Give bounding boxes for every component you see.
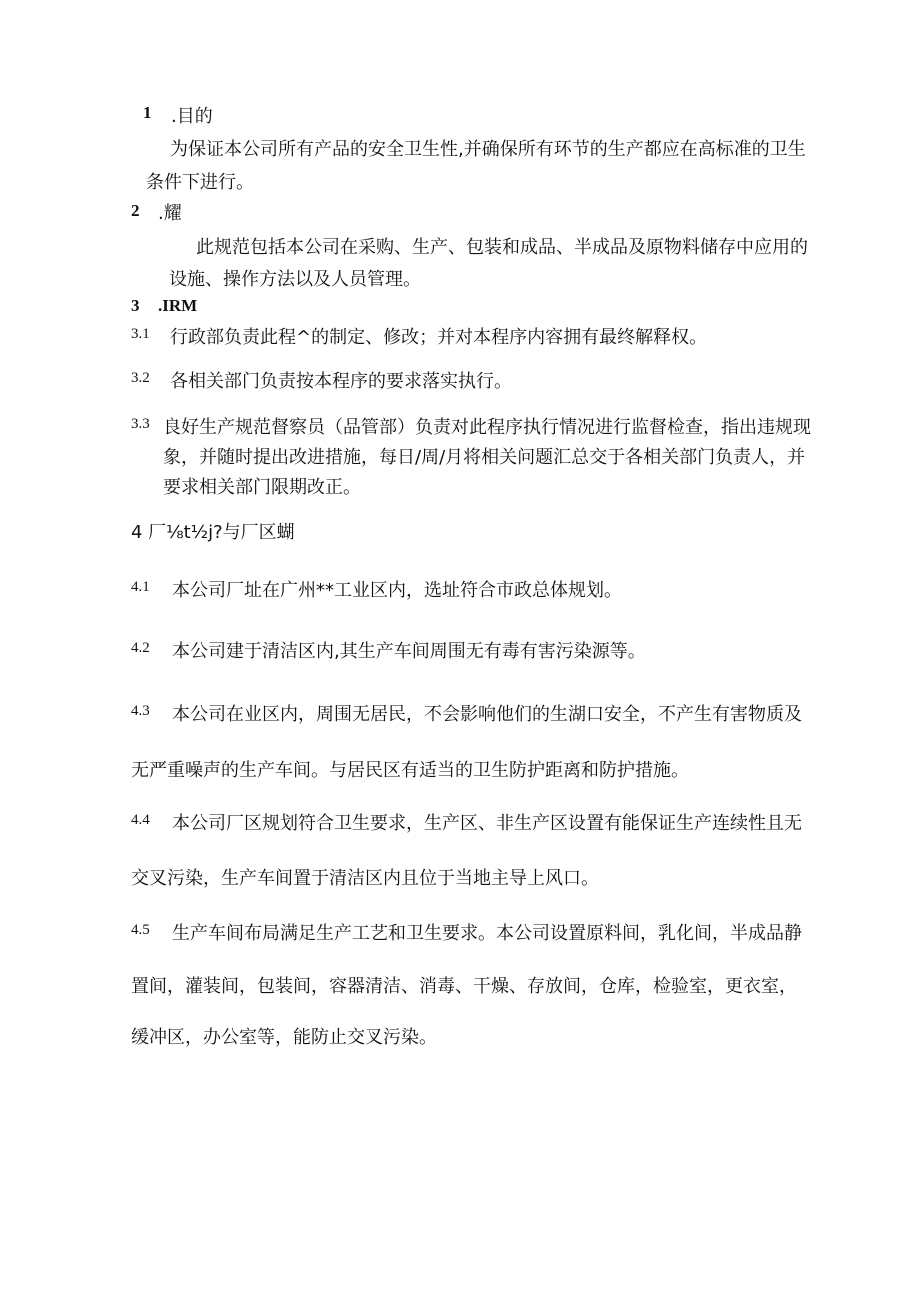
section-2-line-1: 此规范包括本公司在采购、生产、包装和成品、半成品及原物料储存中应用的 [196, 237, 808, 258]
section-1-number: 1 [143, 103, 152, 122]
item-3-3-number: 3.3 [131, 416, 150, 432]
item-3-3-line-3: 要求相关部门限期改正。 [163, 477, 361, 498]
section-2-line-2: 设施、操作方法以及人员管理。 [169, 269, 421, 290]
item-3-2-number: 3.2 [131, 370, 150, 386]
item-3-1-line-1: 行政部负责此程^的制定、修改；并对本程序内容拥有最终解释权。 [170, 327, 708, 348]
item-4-3-line-2: 无严重噪声的生产车间。与居民区有适当的卫生防护距离和防护措施。 [131, 760, 689, 781]
item-4-1-line-1: 本公司厂址在广州**工业区内，选址符合市政总体规划。 [172, 580, 622, 601]
section-2-title: .耀 [158, 203, 182, 224]
item-4-2-number: 4.2 [131, 640, 150, 656]
item-4-5-number: 4.5 [131, 922, 150, 938]
section-3-number: 3 [131, 296, 140, 315]
section-1-title: .目的 [171, 106, 213, 127]
section-3-title: .IRM [158, 296, 198, 315]
item-4-5-line-3: 缓冲区，办公室等，能防止交叉污染。 [131, 1027, 437, 1048]
item-4-3-line-1: 本公司在业区内，周围无居民，不会影响他们的生湖口安全，不产生有害物质及 [172, 704, 802, 725]
item-3-3-line-1: 良好生产规范督察员（品管部）负责对此程序执行情况进行监督检查，指出违规现 [163, 417, 811, 438]
section-4-heading: 4 厂⅛t½j?与厂区蝴 [131, 522, 295, 543]
item-4-4-line-1: 本公司厂区规划符合卫生要求，生产区、非生产区设置有能保证生产连续性且无 [172, 813, 802, 834]
item-4-4-number: 4.4 [131, 812, 150, 828]
item-4-2-line-1: 本公司建于清洁区内,其生产车间周围无有毒有害污染源等。 [172, 641, 646, 662]
section-2-number: 2 [131, 201, 140, 220]
item-4-5-line-1: 生产车间布局满足生产工艺和卫生要求。本公司设置原料间，乳化间，半成品静 [172, 923, 802, 944]
item-3-3-line-2: 象，并随时提出改进措施，每日/周/月将相关问题汇总交于各相关部门负责人，并 [163, 447, 806, 468]
item-4-5-line-2: 置间，灌装间，包装间，容器清洁、消毒、干燥、存放间，仓库，检验室，更衣室， [131, 976, 797, 997]
section-1-line-2: 条件下进行。 [146, 172, 254, 193]
item-3-1-number: 3.1 [131, 326, 150, 342]
section-1-line-1: 为保证本公司所有产品的安全卫生性,并确保所有环节的生产都应在高标准的卫生 [170, 139, 806, 160]
item-3-2-line-1: 各相关部门负责按本程序的要求落实执行。 [170, 371, 512, 392]
item-4-4-line-2: 交叉污染，生产车间置于清洁区内且位于当地主导上风口。 [131, 868, 599, 889]
item-4-3-number: 4.3 [131, 703, 150, 719]
item-4-1-number: 4.1 [131, 579, 150, 595]
